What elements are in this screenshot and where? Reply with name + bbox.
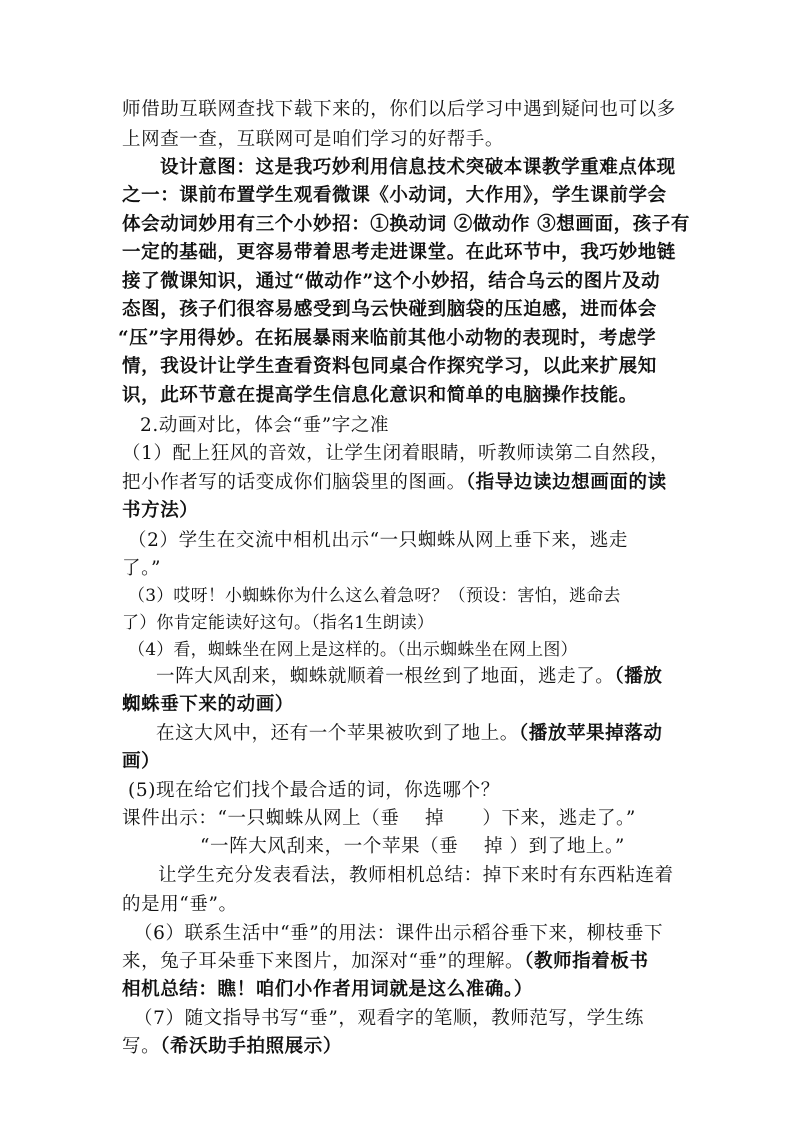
design-intent-line: 态图，孩子们很容易感受到乌云快碰到脑袋的压迫感，进而体会 <box>122 299 657 320</box>
paragraph-line <box>156 720 662 748</box>
design-intent-line: “压”字用得妙。在拓展暴雨来临前其他小动物的表现时，考虑学 <box>118 328 657 349</box>
paragraph-line: 让学生充分发表看法，教师相机总结：掉下来时有东西粘连着 <box>158 865 674 886</box>
paragraph-line: 相机总结：瞧！咱们小作者用词就是这么准确。） <box>122 979 533 1000</box>
paragraph-line: （7）随文指导书写“垂”，观看字的笔顺，教师范写，学生练 <box>134 1008 644 1029</box>
paragraph-line: 师借助互联网查找下载下来的，你们以后学习中遇到疑问也可以多 <box>122 99 676 120</box>
paragraph-line: （4）看，蜘蛛坐在网上是这样的。（出示蜘蛛坐在网上图） <box>128 640 578 660</box>
line-text: 在这大风中，还有一个苹果被吹到了地上。 <box>156 723 519 744</box>
line-note: （指导边读边想画面的读 <box>465 472 667 493</box>
paragraph-line: 画） <box>122 751 161 772</box>
line-note: （播放 <box>614 666 663 687</box>
paragraph-line: （3）哎呀！小蜘蛛你为什么这么着急呀？（预设：害怕，逃命去 <box>128 586 621 606</box>
design-intent-line: 接了微课知识，通过“做动作”这个小妙招，结合乌云的图片及动 <box>122 271 661 292</box>
line-text: 把小作者写的话变成你们脑袋里的图画。 <box>122 472 466 493</box>
paragraph-line: 了。” <box>122 558 162 579</box>
paragraph-line: （6）联系生活中“垂”的用法：课件出示稻谷垂下来，柳枝垂下 <box>134 923 664 944</box>
paragraph-line: 书方法） <box>122 500 199 521</box>
paragraph-line: 上网查一查，互联网可是咱们学习的好帮手。 <box>122 129 505 150</box>
paragraph-line: 了）你肯定能读好这句。（指名1生朗读） <box>122 613 435 633</box>
line-note: （教师指着板书 <box>524 951 649 972</box>
line-note: （播放苹果掉落动 <box>518 723 663 744</box>
paragraph-line: （2）学生在交流中相机出示“一只蜘蛛从网上垂下来，逃走 <box>128 530 628 551</box>
design-intent-line: 之一：课前布置学生观看微课《小动词，大作用》，学生课前学会 <box>122 185 667 206</box>
line-note: （希沃助手拍照展示） <box>160 1036 342 1057</box>
line-text: 一阵大风刮来，蜘蛛就顺着一根丝到了地面，逃走了。 <box>156 666 615 687</box>
paragraph-line: 蜘蛛垂下来的动画） <box>122 694 294 715</box>
design-intent-line: 情，我设计让学生查看资料包同桌合作探究学习，以此来扩展知 <box>122 356 657 377</box>
paragraph-line: 的是用“垂”。 <box>122 894 238 915</box>
courseware-line: 课件出示：“一只蜘蛛从网上（垂 掉 ）下来，逃走了。” <box>122 808 636 829</box>
paragraph-line: （1）配上狂风的音效，让学生闭着眼睛，听教师读第二自然段， <box>122 443 670 464</box>
paragraph-line <box>122 469 667 497</box>
paragraph-line: (5)现在给它们找个最合适的词，你选哪个？ <box>128 780 500 801</box>
design-intent-line: 识，此环节意在提高学生信息化意识和简单的电脑操作技能。 <box>122 385 638 406</box>
courseware-line: “一阵大风刮来，一个苹果（垂 掉 ）到了地上。” <box>200 836 625 857</box>
paragraph-line <box>156 663 662 691</box>
line-text: 写。 <box>122 1036 161 1057</box>
design-intent-line: 设计意图：这是我巧妙利用信息技术突破本课教学重难点体现 <box>160 157 676 178</box>
section-heading: 2.动画对比，体会“垂”字之准 <box>140 415 390 436</box>
paragraph-line <box>122 1033 342 1061</box>
design-intent-line: 体会动词妙用有三个小妙招：①换动词 ②做动作 ③想画面，孩子有 <box>122 214 690 235</box>
line-text: 来，兔子耳朵垂下来图片，加深对“垂”的理解。 <box>122 951 525 972</box>
paragraph-line <box>122 948 649 976</box>
design-intent-line: 一定的基础，更容易带着思考走进课堂。在此环节中，我巧妙地链 <box>122 242 676 263</box>
